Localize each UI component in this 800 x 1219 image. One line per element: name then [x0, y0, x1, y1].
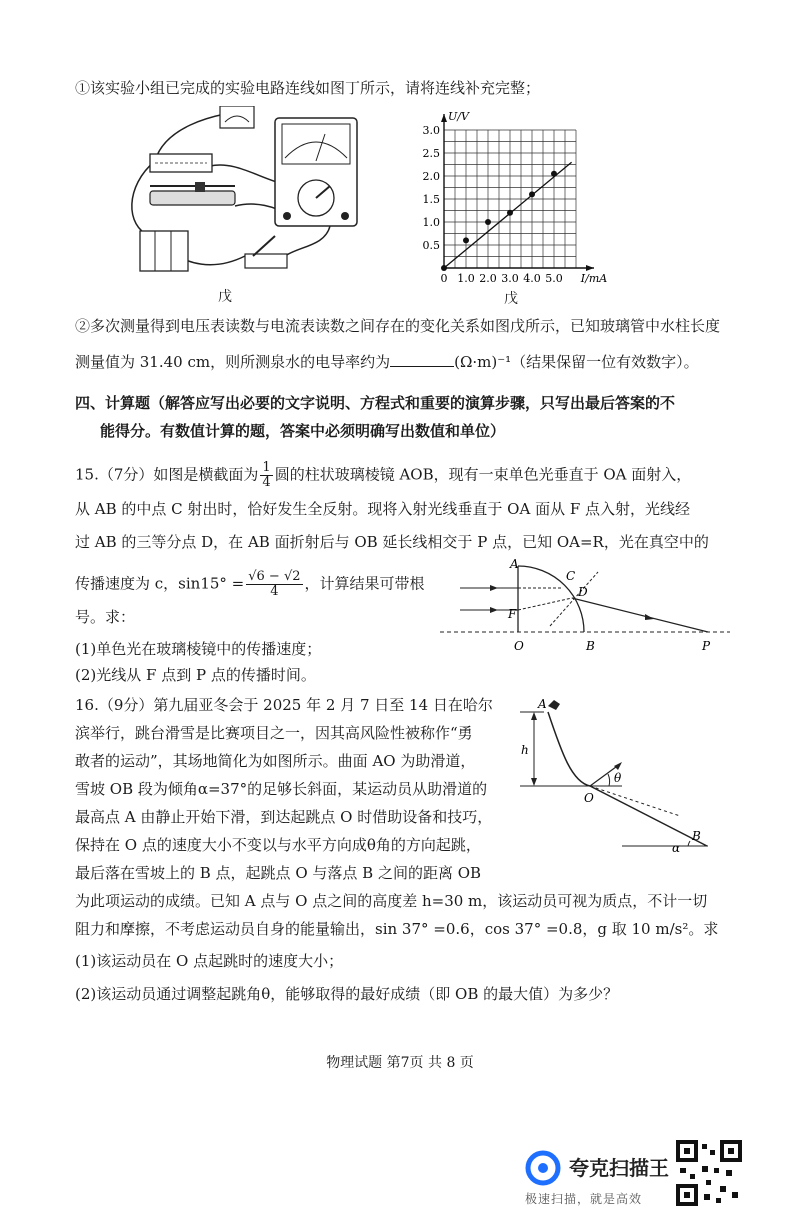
label-a: A: [538, 697, 547, 711]
label-f: F: [508, 607, 517, 621]
q16-line1: 16.（9分）第九届亚冬会于 2025 年 2 月 7 日至 14 日在哈尔: [75, 696, 493, 714]
origin-point: [441, 265, 447, 271]
y-tick-label: 0.5: [422, 239, 440, 252]
brand-slogan: 极速扫描，就是高效: [525, 1192, 643, 1206]
section4-line1: 四、计算题（解答应写出必要的文字说明、方程式和重要的演算步骤，只写出最后答案的不: [75, 394, 676, 412]
y-tick-label: 3.0: [422, 124, 440, 137]
quark-logo-icon: [525, 1150, 561, 1186]
slope-line: [590, 786, 707, 846]
sin15-num: √6 − √2: [248, 569, 301, 584]
q16-line7: 最后落在雪坡上的 B 点，起跳点 O 与落点 B 之间的距离 OB: [75, 864, 482, 882]
voltmeter-icon: [220, 106, 254, 128]
label-b: B: [586, 639, 595, 653]
fig-ding-caption: 戊: [218, 289, 232, 305]
q15-sub1: (1)单色光在玻璃棱镜中的传播速度；: [75, 640, 322, 658]
q16-line9: 阻力和摩擦，不考虑运动员自身的能量输出，sin 37° =0.6，cos 37° =0.8，g 取 10 m/s²。求: [75, 920, 719, 938]
q15-line1-b: 圆的柱状玻璃棱镜 AOB，现有一束单色光垂直于 OA 面射入，: [274, 465, 692, 484]
x-tick-label: 2.0: [479, 272, 497, 285]
y-tick-label: 2.0: [422, 170, 440, 183]
data-point: [485, 219, 491, 225]
q15-line1-a: 15.（7分）如图是横截面为: [75, 465, 259, 484]
q15-line1: [75, 461, 691, 490]
label-c: C: [566, 569, 576, 583]
y-axis-arrow: [441, 114, 447, 122]
x-tick-label: 3.0: [501, 272, 519, 285]
q16-line4: 雪坡 OB 段为倾角α=37°的足够长斜面，某运动员从助滑道的: [75, 780, 488, 798]
x-axis-arrow: [586, 265, 594, 271]
label-h: h: [521, 743, 529, 757]
ski-jump-figure: [512, 694, 722, 862]
y-axis-label: U/V: [448, 110, 469, 123]
x-axis-label: I/mA: [580, 272, 608, 285]
q15-line4: [75, 570, 425, 599]
wire: [210, 165, 283, 184]
q14-item2-line2: [75, 351, 699, 373]
q16-line8: 为此项运动的成绩。已知 A 点与 O 点之间的高度差 h=30 m，该运动员可视为质点，不计一切: [75, 892, 708, 910]
label-a: A: [510, 558, 519, 571]
q15-line5: 号。求：: [75, 608, 136, 626]
label-o: O: [514, 639, 524, 653]
answer-blank: [390, 352, 454, 367]
q15-line2: 从 AB 的中点 C 射出时，恰好发生全反射。现将入射光线垂直于 OA 面从 F 点入射，光线经: [75, 500, 691, 518]
q15-line4-b: ，计算结果可带根: [304, 574, 425, 593]
battery-icon: [140, 231, 188, 271]
q16-line3: 敢者的运动”，其场地简化为如图所示。曲面 AO 为助滑道，: [75, 752, 476, 770]
label-b: B: [692, 829, 701, 843]
y-tick-label: 1.5: [422, 193, 440, 206]
data-point: [551, 171, 557, 177]
x-tick-label: 1.0: [457, 272, 475, 285]
q15-line3: 过 AB 的三等分点 D，在 AB 面折射后与 OB 延长线相交于 P 点，已知 OA=R，光在真空中的: [75, 533, 709, 551]
q16-sub1: (1)该运动员在 O 点起跳时的速度大小；: [75, 952, 344, 970]
label-theta: θ: [614, 771, 622, 785]
q14-item2-text-a: 测量值为 31.40 cm，则所测泉水的电导率约为: [75, 353, 391, 371]
q16-sub2: (2)该运动员通过调整起跳角θ，能够取得的最好成绩（即 OB 的最大值）为多少？: [75, 985, 619, 1003]
q14-item2-text-b: (Ω·m)⁻¹（结果保留一位有效数字）。: [454, 353, 699, 371]
page-footer: 物理试题 第7页 共 8 页: [326, 1055, 474, 1071]
y-tick-label: 2.5: [422, 147, 440, 160]
x-tick-label: 0: [440, 272, 448, 285]
circuit-figure: [125, 106, 365, 306]
ramp-curve: [548, 712, 590, 786]
brand-title: 夸克扫描王: [569, 1156, 669, 1180]
prism-figure: [440, 558, 740, 658]
label-alpha: α: [672, 841, 681, 855]
x-tick-label: 5.0: [545, 272, 563, 285]
switch-icon: [245, 254, 287, 268]
skier-icon: [548, 700, 560, 710]
ui-chart: [412, 104, 632, 290]
q16-line6: 保持在 O 点的速度大小不变以与水平方向成θ角的方向起跳，: [75, 836, 481, 854]
wire: [285, 226, 330, 256]
label-d: D: [578, 585, 588, 599]
label-p: P: [702, 639, 711, 653]
sin15-den: 4: [270, 584, 279, 599]
data-point: [507, 210, 513, 216]
fit-line: [444, 162, 572, 268]
y-tick-label: 1.0: [422, 216, 440, 229]
x-tick-label: 4.0: [523, 272, 541, 285]
refracted-ray: [572, 598, 708, 632]
section4-line2: 能得分。有数值计算的题，答案中必须明确写出数值和单位）: [100, 422, 506, 440]
sin15-fraction: [246, 570, 302, 599]
q15-sub2: (2)光线从 F 点到 P 点的传播时间。: [75, 666, 316, 684]
data-point: [529, 191, 535, 197]
q16-line2: 滨举行，跳台滑雪是比赛项目之一，因其高风险性被称作“勇: [75, 724, 473, 742]
fig-wu-caption: 戊: [504, 291, 518, 307]
q14-item1: ①该实验小组已完成的实验电路连线如图丁所示，请将连线补充完整；: [75, 79, 541, 97]
q15-line4-a: 传播速度为 c，sin15° =: [75, 574, 245, 593]
rheostat-icon: [150, 191, 235, 205]
q16-line5: 最高点 A 由静止开始下滑，到达起跳点 O 时借助设备和技巧，: [75, 808, 493, 826]
data-point: [463, 237, 469, 243]
fraction-num: 1: [262, 460, 271, 475]
label-o: O: [584, 791, 594, 805]
qr-code-icon: [676, 1140, 742, 1206]
fraction-den: 4: [262, 475, 271, 490]
quarter-fraction: [260, 461, 272, 490]
q14-item2-line1: ②多次测量得到电压表读数与电流表读数之间存在的变化关系如图戊所示，已知玻璃管中水柱长度: [75, 317, 721, 335]
